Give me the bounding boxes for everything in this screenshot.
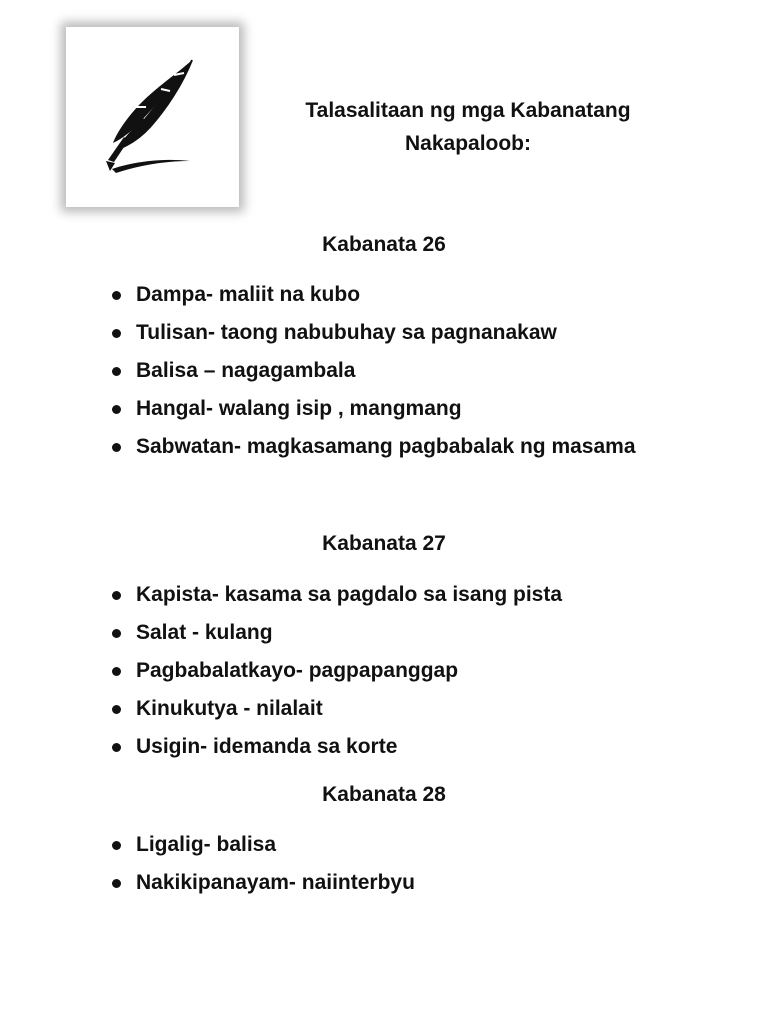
- bullet-icon: [112, 591, 121, 600]
- vocab-entry: Balisa – nagagambala: [136, 359, 356, 382]
- bullet-icon: [112, 667, 121, 676]
- vocab-list-kabanata-28: [110, 826, 750, 902]
- bullet-icon: [112, 705, 121, 714]
- vocab-entry: Hangal- walang isip , mangmang: [136, 397, 462, 420]
- section-heading-kabanata-28: Kabanata 28: [322, 783, 446, 806]
- title-line-1: Talasalitaan ng mga Kabanatang: [305, 99, 631, 122]
- list-item: [110, 314, 750, 352]
- list-item: [110, 352, 750, 390]
- vocab-entry: Ligalig- balisa: [136, 833, 277, 856]
- list-item: [110, 652, 750, 690]
- bullet-icon: [112, 291, 121, 300]
- list-item: [110, 614, 750, 652]
- vocab-entry: Kapista- kasama sa pagdalo sa isang pista: [136, 583, 563, 606]
- vocab-entry: Salat - kulang: [136, 621, 273, 644]
- document-title: [250, 94, 686, 160]
- vocab-entry: Pagbabalatkayo- pagpapanggap: [136, 659, 459, 682]
- vocab-entry: Nakikipanayam- naiinterbyu: [136, 871, 415, 894]
- title-line-2: Nakapaloob:: [404, 132, 532, 155]
- list-item: [110, 276, 750, 314]
- vocab-entry: Usigin- idemanda sa korte: [136, 735, 398, 758]
- list-item: [110, 390, 750, 428]
- list-item: [110, 826, 750, 864]
- list-item: [110, 428, 750, 466]
- list-item: [110, 690, 750, 728]
- bullet-icon: [112, 443, 121, 452]
- section-heading-kabanata-26: Kabanata 26: [322, 233, 446, 256]
- vocab-entry: Tulisan- taong nabubuhay sa pagnanakaw: [136, 321, 557, 344]
- list-item: [110, 728, 750, 766]
- list-item: [110, 576, 750, 614]
- list-item: [110, 864, 750, 902]
- vocab-entry: Kinukutya - nilalait: [136, 697, 323, 720]
- section-heading-kabanata-27: Kabanata 27: [322, 532, 446, 555]
- bullet-icon: [112, 879, 121, 888]
- bullet-icon: [112, 405, 121, 414]
- vocab-list-kabanata-27: [110, 576, 750, 766]
- quill-feather-icon: [66, 27, 239, 207]
- vocab-entry: Sabwatan- magkasamang pagbabalak ng masama: [136, 435, 636, 458]
- bullet-icon: [112, 841, 121, 850]
- bullet-icon: [112, 367, 121, 376]
- bullet-icon: [112, 629, 121, 638]
- bullet-icon: [112, 329, 121, 338]
- quill-logo: [66, 27, 239, 207]
- vocab-entry: Dampa- maliit na kubo: [136, 283, 361, 306]
- vocab-list-kabanata-26: [110, 276, 750, 466]
- bullet-icon: [112, 743, 121, 752]
